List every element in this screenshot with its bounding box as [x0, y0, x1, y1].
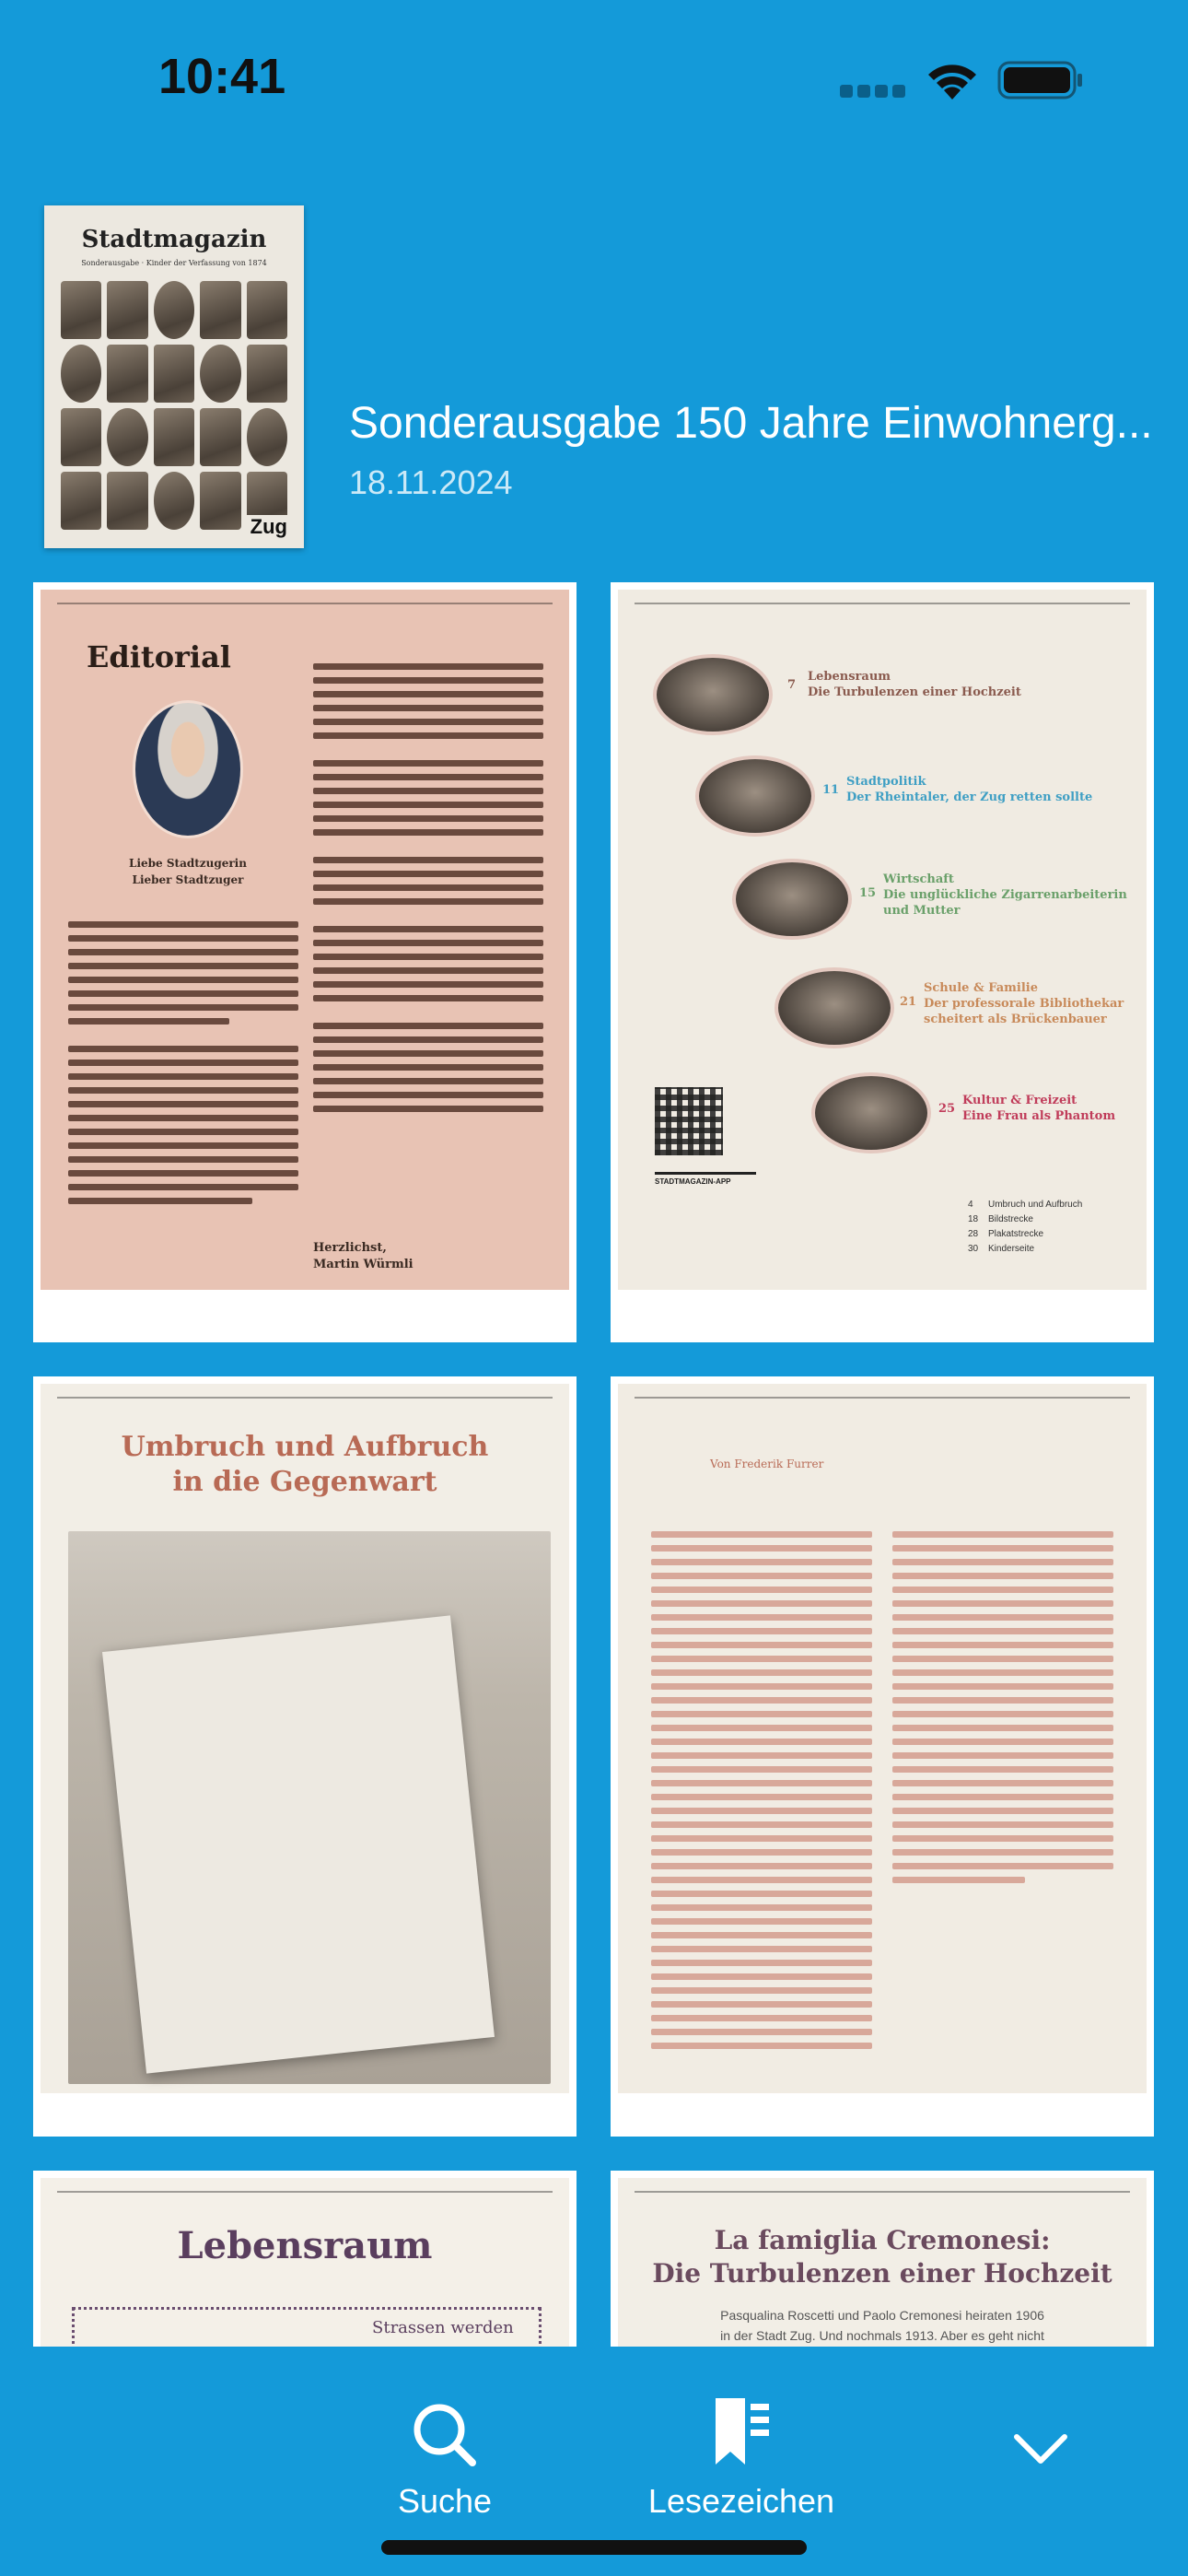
toc-portrait	[811, 1072, 931, 1153]
toc-section: Stadtpolitik	[846, 775, 926, 789]
toc-number: 25	[938, 1102, 956, 1116]
body-text-left	[68, 921, 298, 1212]
title-line: Umbruch und Aufbruch	[121, 1431, 489, 1463]
issue-title: Sonderausgabe 150 Jahre Einwohnerg...	[349, 399, 1153, 448]
page-title: Editorial	[87, 639, 231, 674]
app-label: STADTMAGAZIN-APP	[655, 1172, 756, 1186]
toc-headline: Eine Frau als Phantom	[962, 1109, 1116, 1123]
toc-extra-label: Kinderseite	[988, 1244, 1035, 1254]
chevron-down-icon	[1011, 2430, 1070, 2468]
search-icon	[408, 2400, 482, 2470]
toc-entry	[846, 774, 1123, 805]
toc-extra-number: 4	[968, 1200, 973, 1210]
toc-number: 21	[900, 995, 917, 1009]
toc-extra-label: Plakatstrecke	[988, 1229, 1044, 1239]
toc-section: Lebensraum	[808, 670, 891, 684]
status-time: 10:41	[158, 49, 286, 104]
bookmarks-icon	[705, 2395, 778, 2470]
byline: Von Frederik Furrer	[710, 1458, 824, 1470]
page-thumbnail-umbruch[interactable]	[33, 1376, 577, 2137]
toc-portrait	[695, 755, 815, 837]
toc-number: 7	[787, 678, 797, 692]
toc-portrait	[775, 967, 894, 1048]
cover-publisher-logo: Zug	[247, 515, 291, 539]
bookmarks-tab-button[interactable]	[631, 2395, 852, 2521]
toc-headline: Der professorale Bibliothekar scheitert als Brückenbauer	[924, 997, 1124, 1026]
wifi-icon	[924, 59, 981, 101]
body-text-right	[892, 1531, 1113, 1891]
lead-text	[618, 2305, 1147, 2346]
search-tab-label: Suche	[397, 2482, 493, 2520]
home-indicator[interactable]	[381, 2540, 807, 2555]
title-line: La famiglia Cremonesi:	[714, 2225, 1051, 2255]
toc-extra-number: 18	[968, 1214, 979, 1224]
toc-entry	[883, 872, 1132, 919]
collapse-button[interactable]	[1004, 2430, 1077, 2473]
cover-masthead: Stadtmagazin	[81, 226, 267, 253]
cover-subtitle: Sonderausgabe · Kinder der Verfassung von 1874	[81, 259, 267, 267]
toc-extra-number: 30	[968, 1244, 979, 1254]
qr-code	[655, 1087, 723, 1155]
toc-headline: Die unglückliche Zigarrenarbeiterin und Mutter	[883, 888, 1127, 918]
greeting-line: Liebe Stadtzugerin	[129, 857, 247, 870]
signature-line: Martin Würmli	[313, 1258, 413, 1271]
toc-extra-number: 28	[968, 1229, 979, 1239]
toc-portrait	[653, 654, 773, 735]
page-title	[41, 1430, 569, 1500]
portrait-photo	[133, 700, 243, 838]
signature	[313, 1240, 413, 1273]
toc-entry	[808, 669, 1112, 700]
toc-section: Kultur & Freizeit	[962, 1094, 1077, 1107]
cellular-signal-icon	[840, 85, 906, 98]
page-thumbnail-contents[interactable]	[611, 582, 1154, 1342]
historic-document-photo	[68, 1531, 551, 2084]
toc-extra-item	[968, 1242, 1082, 1257]
signature-line: Herzlichst,	[313, 1241, 387, 1255]
toc-section: Schule & Familie	[924, 981, 1038, 995]
issue-date: 18.11.2024	[349, 463, 513, 501]
body-text-right	[313, 663, 543, 1133]
status-bar	[0, 0, 1188, 157]
toc-extra-label: Umbruch und Aufbruch	[988, 1200, 1083, 1210]
toc-number: 15	[859, 886, 877, 900]
bookmarks-tab-label: Lesezeichen	[647, 2482, 835, 2520]
page-thumbnail-lebensraum[interactable]	[33, 2171, 577, 2347]
page-title	[618, 2224, 1147, 2290]
toc-section: Wirtschaft	[883, 872, 954, 886]
toc-headline: Der Rheintaler, der Zug retten sollte	[846, 790, 1093, 804]
search-tab-button[interactable]	[371, 2400, 518, 2521]
toc-extra-item	[968, 1227, 1082, 1242]
toc-extra-item	[968, 1212, 1082, 1227]
battery-icon	[997, 61, 1084, 100]
toc-extra-label: Bildstrecke	[988, 1214, 1033, 1224]
greeting-line: Lieber Stadtzuger	[132, 873, 244, 886]
photo-caption: Strassen werden	[372, 2318, 514, 2337]
toc-extras	[968, 1198, 1082, 1257]
toc-entry	[924, 980, 1136, 1027]
cover-photo-grid	[61, 281, 287, 530]
toc-headline: Die Turbulenzen einer Hochzeit	[808, 685, 1021, 699]
lead-line: Pasqualina Roscetti und Paolo Cremonesi heiraten 1906	[720, 2308, 1044, 2323]
toc-number: 11	[822, 783, 840, 797]
page-title: Lebensraum	[177, 2224, 433, 2267]
title-line: in die Gegenwart	[172, 1466, 437, 1498]
title-line: Die Turbulenzen einer Hochzeit	[652, 2258, 1112, 2289]
body-text-left	[651, 1531, 872, 2056]
page-thumbnail-article[interactable]	[611, 1376, 1154, 2137]
issue-cover-thumbnail[interactable]	[44, 205, 304, 548]
lead-line: in der Stadt Zug. Und nochmals 1913. Aber es geht nicht	[720, 2328, 1044, 2343]
greeting-text	[96, 855, 280, 888]
toc-extra-item	[968, 1198, 1082, 1212]
page-thumbnail-famiglia[interactable]	[611, 2171, 1154, 2347]
toc-entry	[962, 1093, 1137, 1124]
toc-portrait	[732, 859, 852, 940]
page-thumbnail-editorial[interactable]	[33, 582, 577, 1342]
